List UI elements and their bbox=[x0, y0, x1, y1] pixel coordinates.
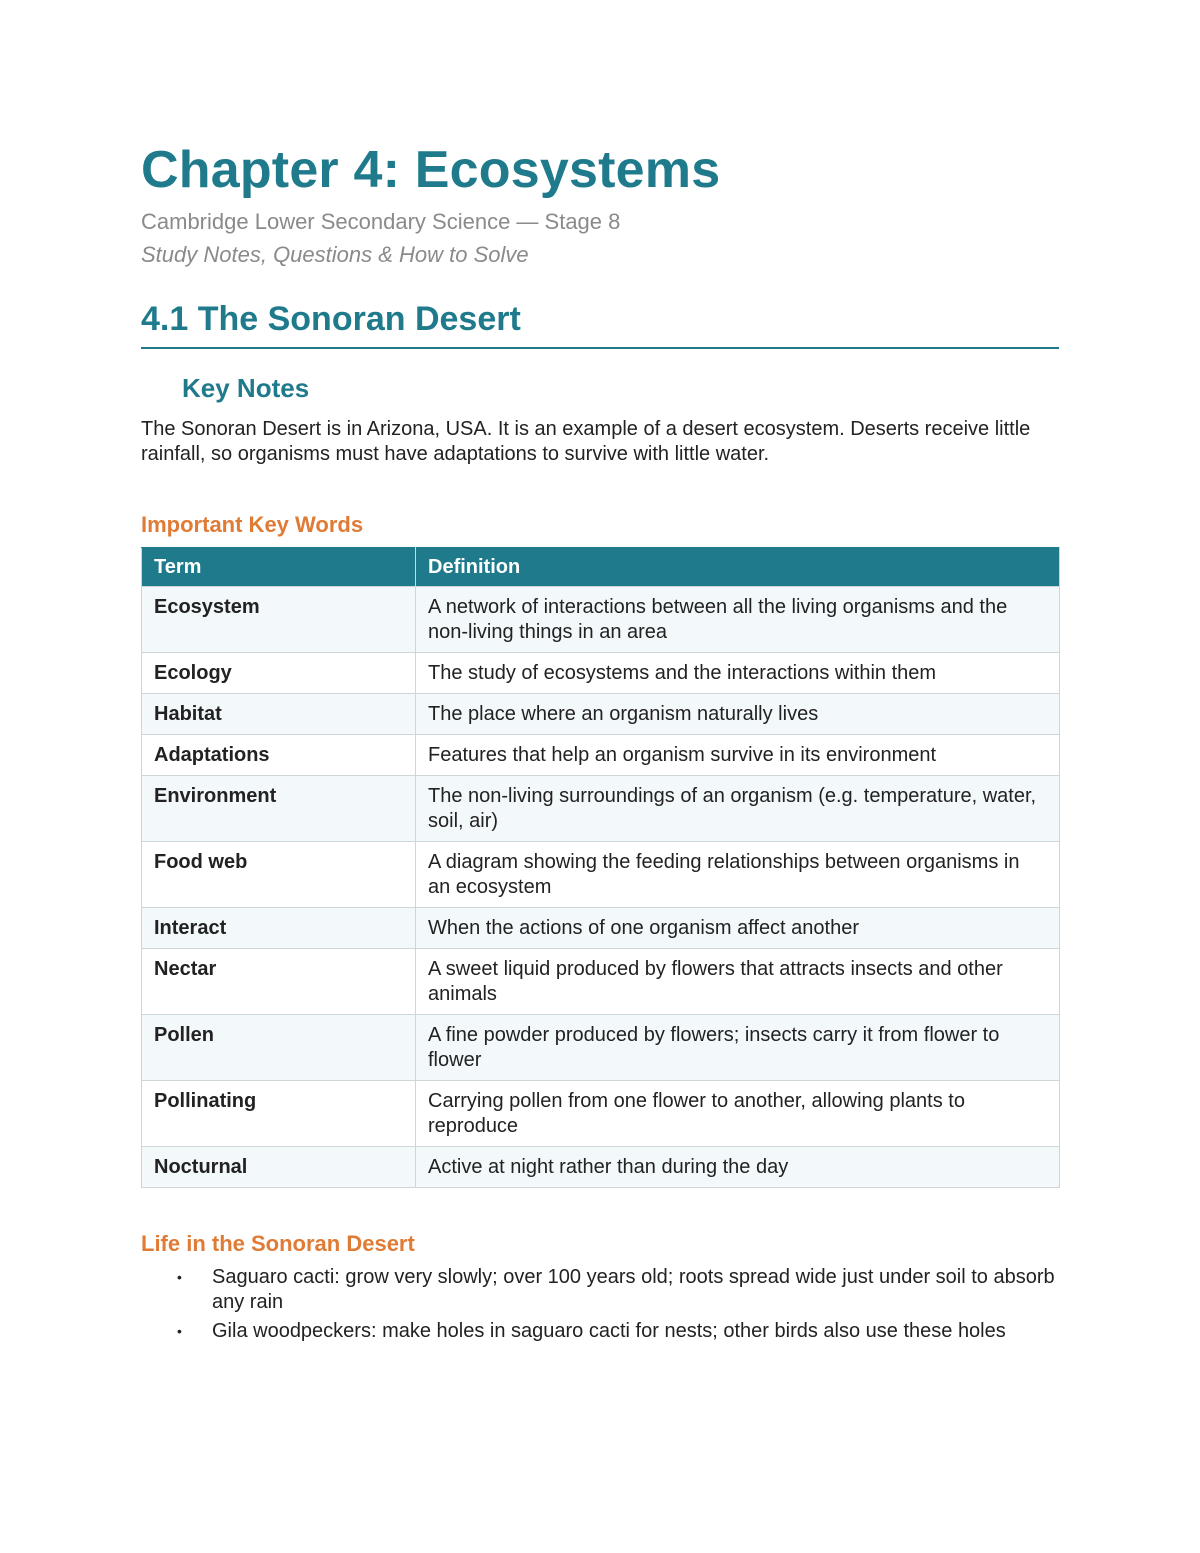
definition-cell: A sweet liquid produced by flowers that attracts insects and other animals bbox=[416, 949, 1060, 1015]
definition-cell: A fine powder produced by flowers; insects carry it from flower to flower bbox=[416, 1015, 1060, 1081]
table-row bbox=[142, 908, 1060, 949]
term-cell: Pollinating bbox=[142, 1081, 416, 1147]
table-row bbox=[142, 1015, 1060, 1081]
key-words-heading: Important Key Words bbox=[141, 512, 364, 537]
key-notes-heading: Key Notes bbox=[182, 373, 310, 403]
key-words-table bbox=[141, 547, 1060, 1188]
term-cell: Habitat bbox=[142, 694, 416, 735]
definition-cell: A network of interactions between all the living organisms and the non-living things in an area bbox=[416, 587, 1060, 653]
table-row bbox=[142, 776, 1060, 842]
table-header-row bbox=[142, 548, 1060, 587]
list-item-text: Gila woodpeckers: make holes in saguaro cacti for nests; other birds also use these holes bbox=[212, 1320, 1006, 1342]
term-cell: Environment bbox=[142, 776, 416, 842]
definition-cell: The non-living surroundings of an organism (e.g. temperature, water, soil, air) bbox=[416, 776, 1060, 842]
chapter-title: Chapter 4: Ecosystems bbox=[141, 141, 721, 199]
header-term: Term bbox=[142, 548, 416, 587]
definition-cell: The study of ecosystems and the interactions within them bbox=[416, 653, 1060, 694]
term-cell: Food web bbox=[142, 842, 416, 908]
life-list bbox=[141, 1265, 1059, 1348]
table-row bbox=[142, 842, 1060, 908]
term-cell: Ecosystem bbox=[142, 587, 416, 653]
header-definition: Definition bbox=[416, 548, 1060, 587]
course-subtitle: Cambridge Lower Secondary Science — Stage 8 bbox=[141, 209, 621, 234]
table-row bbox=[142, 1147, 1060, 1188]
definition-cell: A diagram showing the feeding relationships between organisms in an ecosystem bbox=[416, 842, 1060, 908]
section-divider bbox=[141, 347, 1059, 349]
list-item-text: Saguaro cacti: grow very slowly; over 100 years old; roots spread wide just under soil to absorb any rain bbox=[212, 1266, 1055, 1313]
table-row bbox=[142, 694, 1060, 735]
bullet-icon: • bbox=[177, 1323, 182, 1339]
table-row bbox=[142, 587, 1060, 653]
section-title: 4.1 The Sonoran Desert bbox=[141, 300, 521, 338]
definition-cell: Carrying pollen from one flower to another, allowing plants to reproduce bbox=[416, 1081, 1060, 1147]
definition-cell: Features that help an organism survive in its environment bbox=[416, 735, 1060, 776]
definition-cell: The place where an organism naturally lives bbox=[416, 694, 1060, 735]
life-heading: Life in the Sonoran Desert bbox=[141, 1231, 415, 1256]
term-cell: Pollen bbox=[142, 1015, 416, 1081]
table-row bbox=[142, 735, 1060, 776]
term-cell: Ecology bbox=[142, 653, 416, 694]
term-cell: Adaptations bbox=[142, 735, 416, 776]
definition-cell: When the actions of one organism affect another bbox=[416, 908, 1060, 949]
term-cell: Nectar bbox=[142, 949, 416, 1015]
list-item bbox=[141, 1265, 1059, 1315]
table-row bbox=[142, 653, 1060, 694]
term-cell: Interact bbox=[142, 908, 416, 949]
table-row bbox=[142, 1081, 1060, 1147]
intro-paragraph: The Sonoran Desert is in Arizona, USA. It is an example of a desert ecosystem. Deserts receive little rainfall, so organisms must have adaptations to survive with little water. bbox=[141, 418, 1031, 465]
term-cell: Nocturnal bbox=[142, 1147, 416, 1188]
list-item bbox=[141, 1319, 1059, 1344]
table-row bbox=[142, 949, 1060, 1015]
notes-subtitle: Study Notes, Questions & How to Solve bbox=[141, 242, 529, 267]
bullet-icon: • bbox=[177, 1269, 182, 1285]
definition-cell: Active at night rather than during the day bbox=[416, 1147, 1060, 1188]
